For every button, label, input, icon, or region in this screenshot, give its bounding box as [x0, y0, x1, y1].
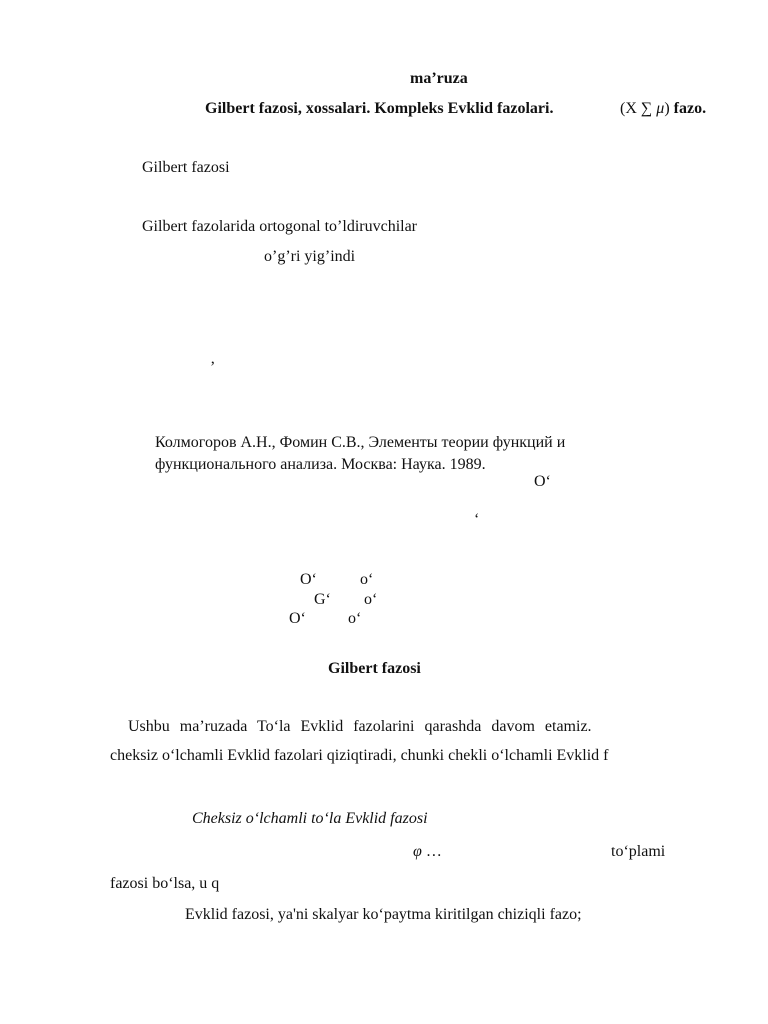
toplami-word: to‘plami	[611, 843, 666, 860]
lecture-label: ma’ruza	[410, 70, 468, 87]
page-title: Gilbert fazosi, xossalari. Kompleks Evklid fazolari.	[205, 100, 554, 117]
fragment-row1-b: o‘	[360, 571, 374, 588]
formula-sigma: ∑	[640, 100, 653, 117]
paragraph-line-2: cheksiz o‘lchamli Evklid fazolari qiziqtiradi, chunki chekli o‘lchamli Evklid f	[110, 747, 609, 764]
outline-item-togri-yigindi: o’g’ri yig’indi	[264, 248, 356, 265]
outline-item-gilbert-fazosi: Gilbert fazosi	[142, 159, 230, 176]
phi-symbol: φ	[413, 843, 422, 860]
fragment-row1-a: O‘	[300, 571, 317, 588]
phi-expression	[413, 842, 442, 862]
italic-definition: Cheksiz o‘lchamli to‘la Evklid fazosi	[192, 810, 428, 827]
reference-line-1: Колмогоров А.Н., Фомин С.В., Элементы теории функций и	[155, 434, 566, 451]
outline-item-ortogonal: Gilbert fazolarida ortogonal to’ldiruvchilar	[142, 218, 418, 235]
fragment-row3-a: O‘	[289, 610, 306, 627]
title-formula	[620, 99, 706, 119]
fragment-row2-b: o‘	[364, 591, 378, 608]
reference-line-2: функционального анализа. Москва: Наука. 1989.	[155, 456, 486, 473]
fragment-row3-b: o‘	[348, 610, 362, 627]
ellipsis: …	[425, 843, 442, 860]
definition-line: Evklid fazosi, ya'ni skalyar ko‘paytma kiritilgan chiziqli fazo;	[185, 906, 582, 923]
formula-open: (X	[620, 100, 637, 117]
formula-mu: μ	[656, 100, 665, 117]
fazosi-bolsa-line: fazosi bo‘lsa, u q	[110, 875, 220, 892]
section-heading: Gilbert fazosi	[328, 660, 421, 677]
reference-fragment-quote: ‘	[474, 511, 480, 528]
reference-fragment-o: O‘	[534, 473, 551, 490]
fragment-row2-a: G‘	[314, 591, 331, 608]
formula-suffix: fazo.	[673, 100, 707, 117]
stray-mark: ’	[210, 359, 216, 376]
paragraph-line-1: Ushbu ma’ruzada To‘la Evklid fazolarini qarashda davom etamiz.	[128, 718, 592, 735]
formula-close: )	[664, 100, 670, 117]
